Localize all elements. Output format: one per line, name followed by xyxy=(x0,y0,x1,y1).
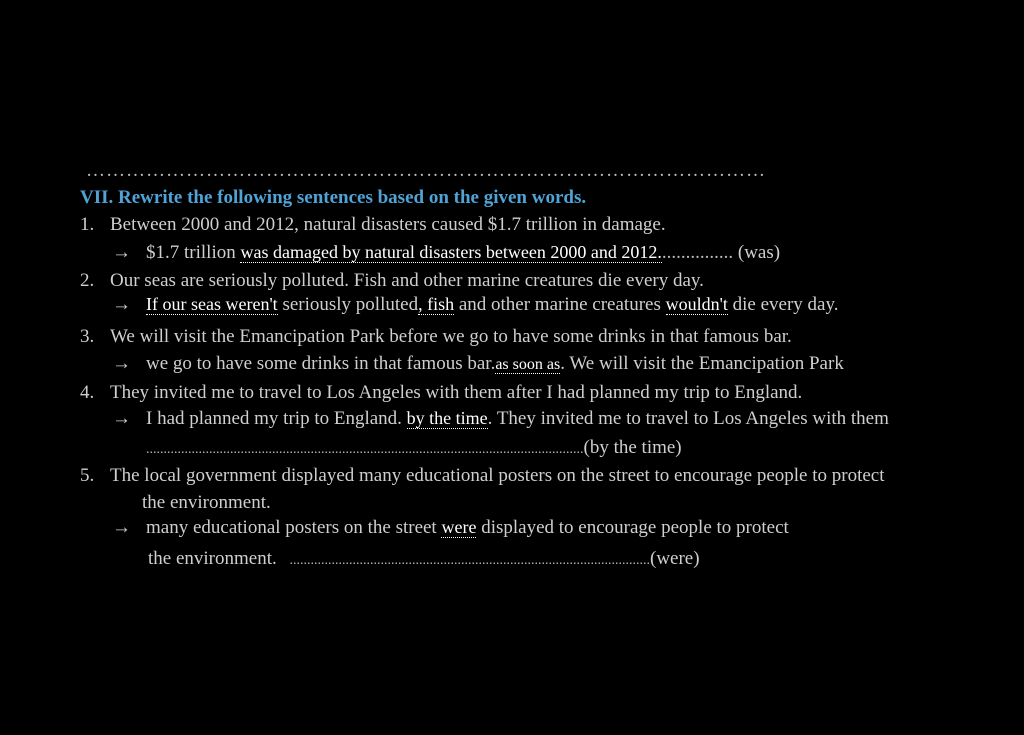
dotted-line: ....................................................................................................... xyxy=(289,553,650,568)
item-3-rewrite xyxy=(112,353,844,376)
rewrite-start: $1.7 trillion xyxy=(146,242,236,263)
item-5-rewrite xyxy=(112,516,789,539)
hint-text: (by the time) xyxy=(583,437,682,458)
section-heading: VII. Rewrite the following sentences based on the given words. xyxy=(80,187,587,208)
answer-text: If our seas weren't xyxy=(146,294,278,314)
answer-text: wouldn't xyxy=(665,294,728,314)
item-4-rewrite xyxy=(112,407,889,430)
item-number: 2. xyxy=(80,270,95,291)
item-number: 4. xyxy=(80,382,95,403)
rewrite-text: and other marine creatures xyxy=(458,294,661,315)
arrow-icon: → xyxy=(112,517,131,538)
item-number: 3. xyxy=(80,326,95,347)
item-4-sentence xyxy=(80,382,802,404)
top-dotted-line: ………………………………………………………………………………………… xyxy=(86,160,766,181)
arrow-icon: → xyxy=(112,242,131,263)
answer-text: was damaged by natural disasters between 2000 and 2012. xyxy=(240,242,662,262)
item-number: 5. xyxy=(80,465,95,486)
item-4-answer-line xyxy=(146,437,682,461)
sentence-text: We will visit the Emancipation Park before we go to have some drinks in that famous bar. xyxy=(110,326,792,347)
item-1-sentence xyxy=(80,214,666,236)
dotted-line: ............................................................................................................................. xyxy=(146,442,584,457)
item-5-sentence-line2: the environment. xyxy=(142,492,271,513)
rewrite-text: seriously polluted xyxy=(282,294,419,315)
rewrite-end: to encourage people to protect xyxy=(558,517,789,538)
rewrite-text: displayed xyxy=(481,517,555,538)
answer-text: as soon as xyxy=(495,356,561,373)
arrow-icon: → xyxy=(112,294,131,315)
item-2-sentence xyxy=(80,270,704,292)
hint-text: (was) xyxy=(737,242,781,263)
answer-text: by the time xyxy=(406,408,488,428)
rewrite-text: the environment. xyxy=(148,548,277,569)
rewrite-end: . They invited me to travel to Los Angeles with them xyxy=(487,408,889,429)
sentence-text: They invited me to travel to Los Angeles with them after I had planned my trip to England. xyxy=(110,382,803,403)
item-5-rewrite-line2 xyxy=(148,548,700,572)
item-3-sentence xyxy=(80,326,792,348)
arrow-icon: → xyxy=(112,408,131,429)
sentence-text: The local government displayed many educational posters on the street to encourage people to protect xyxy=(110,465,885,486)
arrow-icon: → xyxy=(112,353,131,374)
sentence-text: Our seas are seriously polluted. Fish and other marine creatures die every day. xyxy=(110,270,704,291)
rewrite-start: I had planned my trip to England. xyxy=(146,408,402,429)
item-1-rewrite xyxy=(112,241,780,264)
rewrite-start: we go to have some drinks in that famous bar. xyxy=(146,353,496,374)
answer-text: were xyxy=(441,517,477,537)
rewrite-start: many educational posters on the street xyxy=(146,517,437,538)
rewrite-end: . We will visit the Emancipation Park xyxy=(560,353,844,374)
item-2-rewrite xyxy=(112,293,838,316)
item-5-sentence xyxy=(80,465,885,487)
sentence-text: Between 2000 and 2012, natural disasters caused $1.7 trillion in damage. xyxy=(110,214,666,235)
item-number: 1. xyxy=(80,214,95,235)
trailing-dots: ............... xyxy=(661,242,734,263)
hint-text: (were) xyxy=(650,548,700,569)
answer-text: , fish xyxy=(418,294,455,314)
rewrite-text: die every day. xyxy=(732,294,839,315)
